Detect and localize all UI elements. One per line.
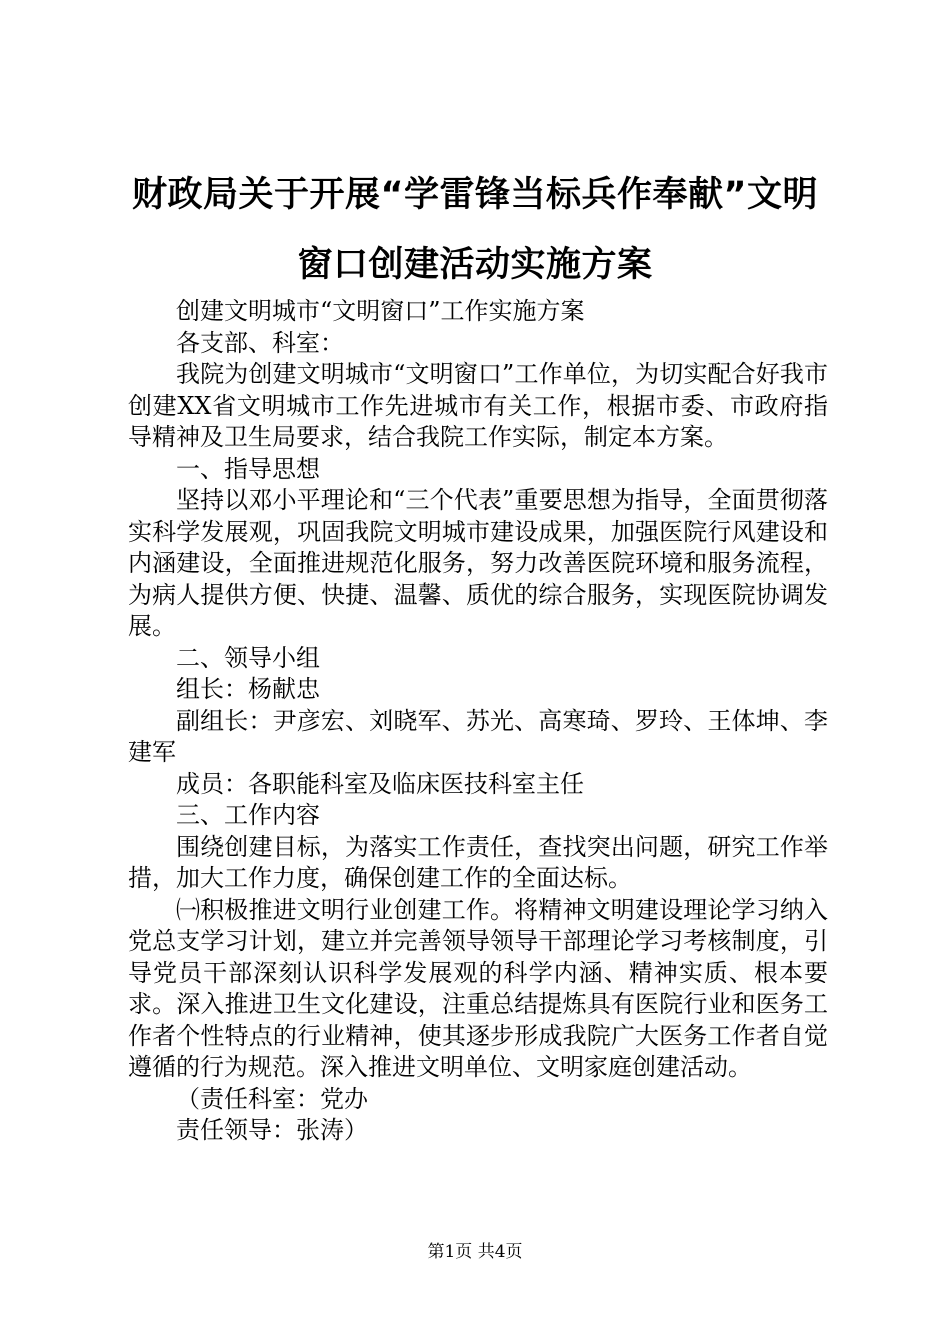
section-heading-work-content: 三、工作内容 [176, 801, 320, 829]
paragraph-responsible-leader: 责任领导：张涛） [176, 1116, 368, 1144]
page-footer [0, 1240, 950, 1264]
document-title [100, 160, 850, 300]
paragraph-group-leader: 组长：杨献忠 [176, 675, 320, 703]
paragraph-intro: 我院为创建文明城市“文明窗口”工作单位，为切实配合好我市创建XX省文明城市工作先进城市有关工作，根据市委、市政府指导精神及卫生局要求，结合我院工作实际，制定本方案。 [128, 360, 828, 451]
paragraph-members: 成员：各职能科室及临床医技科室主任 [176, 769, 584, 798]
title-line-1: 财政局关于开展“学雷锋当标兵作奉献”文明 [131, 175, 818, 215]
page-indicator: 第1页 共4页 [427, 1242, 523, 1262]
paragraph-item-one: ㈠积极推进文明行业创建工作。将精神文明建设理论学习纳入党总支学习计划，建立并完善领导领导干部理论学习考核制度，引导党员干部深刻认识科学发展观的科学内涵、精神实质、根本要求。深入推进卫生文化建设，注重总结提炼具有医院行业和医务工作者个性特点的行业精神，使其逐步形成我院广大医务工作者自觉遵循的行为规范。深入推进文明单位、文明家庭创建活动。 [128, 895, 828, 1081]
paragraph-salutation: 各支部、科室： [176, 328, 344, 357]
section-heading-leadership-group: 二、领导小组 [176, 643, 320, 672]
paragraph-responsible-dept: （责任科室：党办 [176, 1084, 368, 1113]
paragraph-work-goal: 围绕创建目标，为落实工作责任，查找突出问题，研究工作举措，加大工作力度，确保创建工作的全面达标。 [128, 832, 828, 892]
paragraph-deputy-leaders: 副组长：尹彦宏、刘晓军、苏光、高寒琦、罗玲、王体坤、李建军 [128, 706, 828, 766]
paragraph-guiding-thought: 坚持以邓小平理论和“三个代表”重要思想为指导，全面贯彻落实科学发展观，巩固我院文明城市建设成果，加强医院行风建设和内涵建设，全面推进规范化服务，努力改善医院环境和服务流程，为病人提供方便、快捷、温馨、质优的综合服务，实现医院协调发展。 [128, 486, 828, 640]
title-line-2: 窗口创建活动实施方案 [297, 245, 653, 285]
paragraph-plan-name: 创建文明城市“文明窗口”工作实施方案 [176, 297, 585, 325]
section-heading-guiding-thought: 一、指导思想 [176, 454, 320, 483]
document-body [128, 296, 828, 1147]
